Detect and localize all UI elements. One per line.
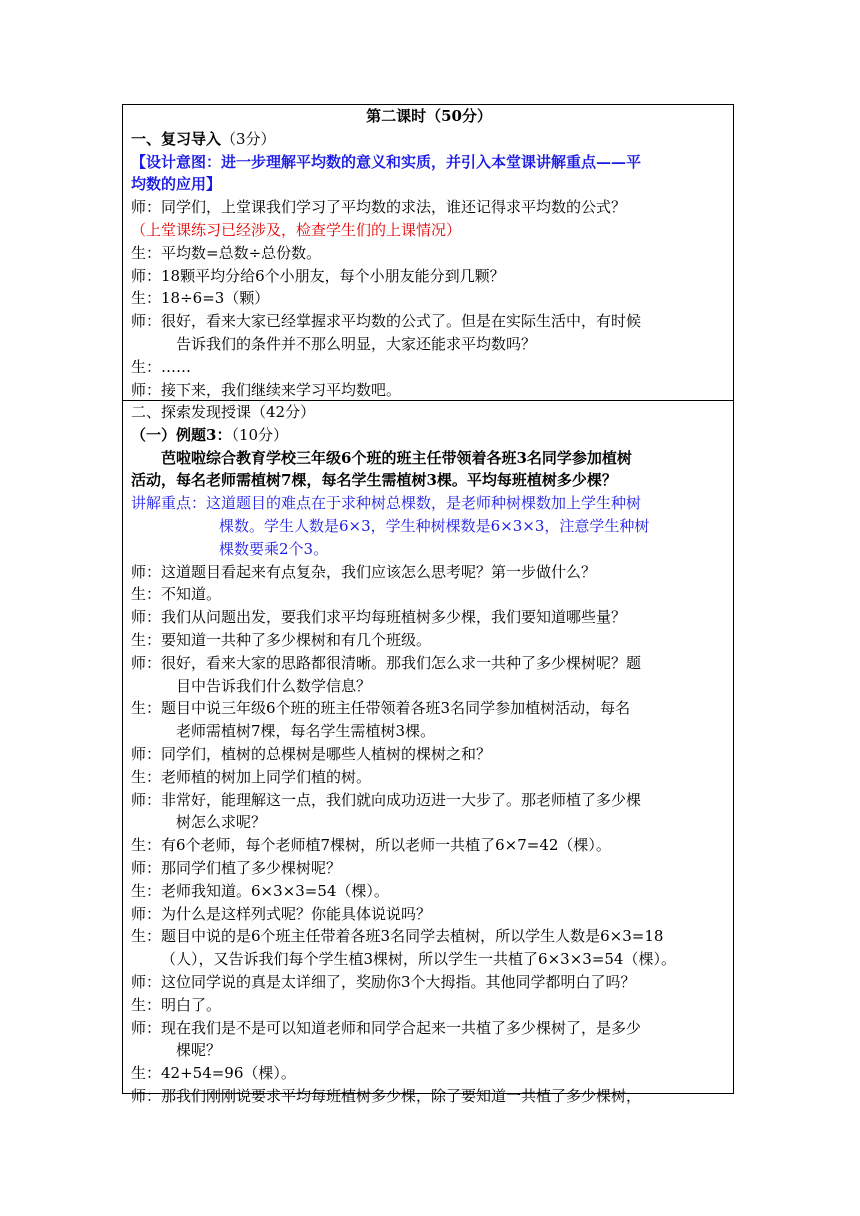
dialogue-line: 生：老师植的树加上同学们植的树。	[131, 767, 372, 786]
dialogue-line: 师：我们从问题出发，要我们求平均每班植树多少棵，我们要知道哪些量？	[131, 608, 627, 627]
problem-line: 活动，每名老师需植树7棵，每名学生需植树3棵。平均每班植树多少棵？	[131, 471, 617, 490]
dialogue-line: 师：现在我们是不是可以知道老师和同学合起来一共植了多少棵树了，是多少	[131, 1018, 642, 1037]
design-intent-line: 【设计意图：进一步理解平均数的意义和实质，并引入本堂课讲解重点——平	[131, 152, 642, 171]
lesson-title: 第二课时（50分）	[366, 107, 492, 125]
review-heading	[131, 128, 727, 151]
review-section	[123, 105, 733, 400]
dialogue-line: 师：那我们刚刚说要求平均每班植树多少棵，除了要知道一共植了多少棵树，	[131, 1086, 642, 1105]
dialogue-line: 生：明白了。	[131, 995, 222, 1014]
design-intent-line: 均数的应用】	[131, 175, 222, 194]
example-heading	[131, 424, 727, 447]
dialogue-line: 师：同学们，上堂课我们学习了平均数的求法，谁还记得求平均数的公式？	[131, 198, 627, 217]
dialogue-line: 师：非常好，能理解这一点，我们就向成功迈进一大步了。那老师植了多少棵	[131, 790, 642, 809]
dialogue-line: 生：老师我知道。6×3×3=54（棵）。	[131, 881, 389, 900]
dialogue-line: 生：……	[131, 357, 192, 376]
dialogue-line: 师：很好，看来大家已经掌握求平均数的公式了。但是在实际生活中，有时候	[131, 312, 642, 331]
dialogue-line: 师：那同学们植了多少棵树呢？	[131, 858, 342, 877]
key-point-line-continued: 棵数。学生人数是6×3，学生种树棵数是6×3×3，注意学生种树	[219, 516, 650, 535]
dialogue-line: 生：不知道。	[131, 585, 222, 604]
dialogue-line: 师：为什么是这样列式呢？你能具体说说吗？	[131, 904, 432, 923]
example-heading-time: （10分）	[231, 425, 289, 444]
dialogue-line: 师：18颗平均分给6个小朋友，每个小朋友能分到几颗？	[131, 266, 505, 285]
dialogue-line-continued: 告诉我们的条件并不那么明显，大家还能求平均数吗？	[176, 334, 537, 353]
dialogue-line: 师：很好，看来大家的思路都很清晰。那我们怎么求一共种了多少棵树呢？题	[131, 653, 642, 672]
dialogue-line-continued: 棵呢？	[176, 1041, 222, 1060]
example-heading-label: （一）例题3：	[131, 425, 232, 444]
exploration-section	[123, 400, 733, 1105]
dialogue-line: 生：42+54=96（棵）。	[131, 1064, 296, 1083]
dialogue-line-continued: （人），又告诉我们每个学生植3棵树，所以学生一共植了6×3×3=54（棵）。	[161, 950, 676, 969]
dialogue-line-continued: 老师需植树7棵，每名学生需植树3棵。	[176, 722, 436, 741]
dialogue-line: 师：接下来，我们继续来学习平均数吧。	[131, 380, 402, 399]
dialogue-line-continued: 目中告诉我们什么数学信息？	[176, 676, 372, 695]
key-point-line-continued: 棵数要乘2个3。	[219, 539, 329, 558]
exploration-heading: 二、探索发现授课（42分）	[131, 403, 316, 421]
key-point-line: 讲解重点：这道题目的难点在于求种树总棵数，是老师种树棵数加上学生种树	[131, 494, 642, 513]
dialogue-line: 生：题目中说三年级6个班的班主任带领着各班3名同学参加植树活动，每名	[131, 699, 631, 718]
lesson-plan-table	[122, 104, 734, 1105]
dialogue-line: 师：这位同学说的真是太详细了，奖励你3个大拇指。其他同学都明白了吗？	[131, 972, 636, 991]
dialogue-line: 生：题目中说的是6个班主任带着各班3名同学去植树，所以学生人数是6×3=18	[131, 927, 664, 946]
dialogue-line: 生：18÷6=3（颗）	[131, 289, 270, 308]
problem-line: 芭啦啦综合教育学校三年级6个班的班主任带领着各班3名同学参加植树	[161, 448, 632, 467]
dialogue-line: 师：这道题目看起来有点复杂，我们应该怎么思考呢？第一步做什么？	[131, 562, 597, 581]
dialogue-line: 生：要知道一共种了多少棵树和有几个班级。	[131, 630, 432, 649]
teacher-note-line: （上堂课练习已经涉及，检查学生们的上课情况）	[131, 220, 462, 239]
dialogue-line: 生：有6个老师，每个老师植7棵树，所以老师一共植了6×7=42（棵）。	[131, 836, 611, 855]
review-heading-time: （3分）	[221, 129, 276, 148]
dialogue-line: 生：平均数=总数÷总份数。	[131, 243, 322, 262]
review-heading-label: 一、复习导入	[131, 129, 222, 148]
dialogue-line: 师：同学们，植树的总棵树是哪些人植树的棵树之和？	[131, 744, 492, 763]
dialogue-line-continued: 树怎么求呢？	[176, 813, 267, 832]
